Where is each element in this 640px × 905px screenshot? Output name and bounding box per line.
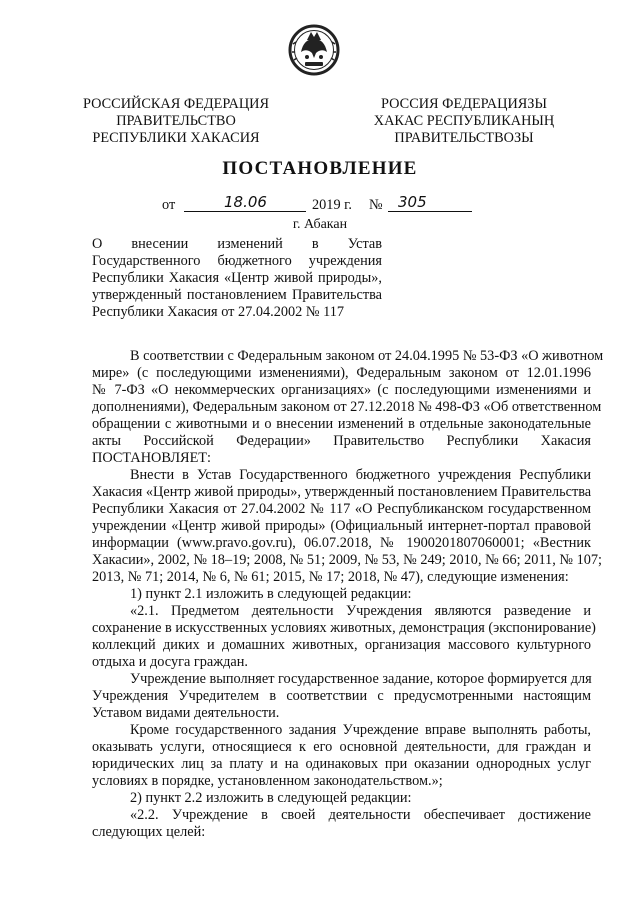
- body-line: дополнениями), Федеральным законом от 27.12.2018 № 498-ФЗ «Об ответственном: [92, 399, 602, 415]
- body-line: оказывать услуги, относящиеся к его основной деятельности, для граждан и: [92, 739, 591, 755]
- body-line: информации (www.pravo.gov.ru), 06.07.2018, № 1900201807060001; «Вестник: [92, 535, 591, 551]
- body-line: Внести в Устав Государственного бюджетного учреждения Республики: [130, 467, 591, 483]
- date-line: [162, 193, 492, 215]
- body-line: Хакасия «Центр живой природы», утвержденный постановлением Правительства: [92, 484, 592, 500]
- subject-line: Государственного бюджетного учреждения: [92, 253, 382, 269]
- body-line: отдыха и досуга граждан.: [92, 654, 248, 670]
- body-line: Учреждение выполняет государственное задание, которое формируется для: [130, 671, 592, 687]
- body-line: Уставом видами деятельности.: [92, 705, 280, 721]
- header-left-line: РОССИЙСКАЯ ФЕДЕРАЦИЯ: [83, 96, 269, 112]
- subject-line: утвержденный постановлением Правительства: [92, 287, 382, 303]
- header-right-line: ПРАВИТЕЛЬСТВОЗЫ: [394, 130, 534, 146]
- body-line: коллекций диких и домашних животных, организация массового культурного: [92, 637, 591, 653]
- handwritten-number: 305: [398, 193, 427, 211]
- body-line: Республики Хакасия от 27.04.2002 № 117 «О Республиканском государственном: [92, 501, 591, 517]
- city: г. Абакан: [292, 217, 348, 232]
- body-line: условиях в порядке, установленном законодательством.»;: [92, 773, 443, 789]
- document-title: ПОСТАНОВЛЕНИЕ: [222, 158, 418, 179]
- header-right-line: РОССИЯ ФЕДЕРАЦИЯЗЫ: [381, 96, 547, 112]
- body-line: № 7-ФЗ «О некоммерческих организациях» (с последующими изменениями и: [92, 382, 591, 398]
- body-line: юридических лиц за плату и на одинаковых при оказании однородных услуг: [92, 756, 591, 772]
- handwritten-date: 18.06: [224, 193, 267, 211]
- document-body: [92, 348, 604, 841]
- subject-line: О внесении изменений в Устав: [92, 236, 382, 252]
- body-line: «2.2. Учреждение в своей деятельности обеспечивает достижение: [130, 807, 591, 823]
- subject-line: Республики Хакасия от 27.04.2002 № 117: [92, 304, 345, 320]
- header-right-line: ХАКАС РЕСПУБЛИКАНЫҢ: [373, 113, 555, 129]
- header-right: [344, 96, 584, 147]
- body-line: 2) пункт 2.2 изложить в следующей редакции:: [130, 790, 412, 806]
- header-left-line: РЕСПУБЛИКИ ХАКАСИЯ: [92, 130, 260, 146]
- header-left: [56, 96, 296, 147]
- body-line: 1) пункт 2.1 изложить в следующей редакции:: [130, 586, 412, 602]
- number-underline: [388, 211, 472, 212]
- body-line: обращении с животными и о внесении изменений в отдельные законодательные: [92, 416, 591, 432]
- subject-line: Республики Хакасия «Центр живой природы»,: [92, 270, 382, 286]
- body-line: сохранение в искусственных условиях животных, демонстрация (экспонирование): [92, 620, 596, 636]
- body-line: следующих целей:: [92, 824, 206, 840]
- date-year: 2019 г.: [312, 197, 352, 213]
- body-line: 2013, № 71; 2014, № 6, № 61; 2015, № 17; 2018, № 47), следующие изменения:: [92, 569, 569, 585]
- number-label: №: [369, 197, 383, 213]
- date-prefix: от: [162, 197, 176, 213]
- body-line: акты Российской Федерации» Правительство Республики Хакасия: [92, 433, 591, 449]
- body-line: Хакасии», 2002, № 18–19; 2008, № 51; 2009, № 53, № 249; 2010, № 66; 2011, № 107;: [92, 552, 602, 568]
- body-line: учреждении «Центр живой природы» (Официальный интернет-портал правовой: [92, 518, 591, 534]
- body-line: В соответствии с Федеральным законом от 24.04.1995 № 53-ФЗ «О животном: [130, 348, 604, 364]
- date-underline: [184, 211, 306, 212]
- body-line: Учреждения Учредителем в соответствии с предусмотренными настоящим: [92, 688, 591, 704]
- body-line: «2.1. Предметом деятельности Учреждения являются разведение и: [130, 603, 591, 619]
- body-line: ПОСТАНОВЛЯЕТ:: [92, 450, 212, 466]
- body-line: мире» (с последующими изменениями), Федеральным законом от 12.01.1996: [92, 365, 591, 381]
- coat-of-arms-icon: [287, 22, 341, 78]
- subject-block: [92, 236, 382, 321]
- header-left-line: ПРАВИТЕЛЬСТВО: [116, 113, 236, 129]
- body-line: Кроме государственного задания Учреждение вправе выполнять работы,: [130, 722, 591, 738]
